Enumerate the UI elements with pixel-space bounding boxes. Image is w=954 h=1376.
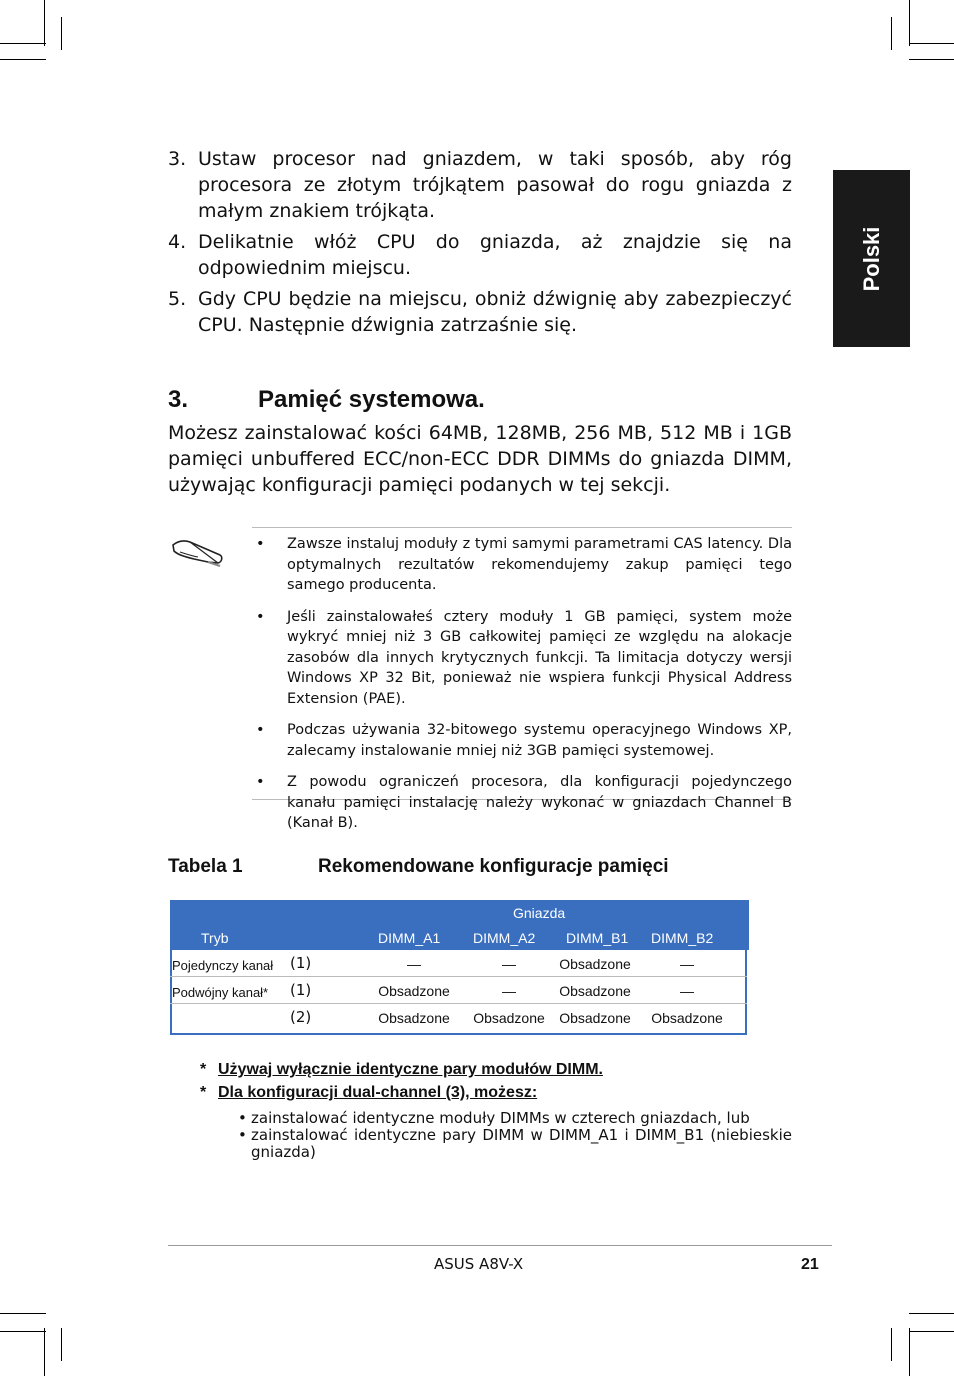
step-text: Delikatnie włóż CPU do gniazda, aż znajdzie się na odpowiednim miejscu. — [198, 231, 792, 279]
bullet: • — [238, 1109, 247, 1127]
table-cell: — — [502, 983, 516, 999]
footnote-marker: * — [200, 1061, 207, 1078]
table-row — [170, 950, 747, 977]
note-item — [252, 720, 792, 761]
section-intro: Możesz zainstalować kości 64MB, 128MB, 256 MB, 512 MB i 1GB pamięci unbuffered ECC/non-ECC DDR DIMMs do gniazda DIMM, używając konfiguracji pamięci podanych w tej sekcji. — [168, 422, 792, 496]
crop-mark — [891, 1328, 892, 1361]
bullet: • — [256, 722, 265, 738]
bullet: • — [256, 608, 265, 625]
crop-mark — [909, 0, 910, 46]
table-cell: Obsadzone — [559, 1010, 631, 1026]
crop-mark — [909, 1331, 954, 1332]
table-row — [170, 977, 747, 1004]
step-number: 4. — [168, 231, 187, 253]
note-item — [252, 772, 792, 834]
footnote-text: Używaj wyłącznie identyczne pary modułów DIMM. — [218, 1061, 603, 1078]
table-cell: Obsadzone — [473, 1010, 545, 1026]
table-caption — [168, 856, 669, 878]
row-mode: Podwójny kanał* — [172, 985, 269, 1000]
footnote-text: Dla konfiguracji dual-channel (3), możesz: — [218, 1084, 538, 1101]
bullet: • — [256, 536, 265, 552]
header-column: DIMM_B2 — [651, 930, 714, 946]
page-number: 21 — [801, 1256, 819, 1273]
crop-mark — [891, 17, 892, 50]
table-cell: Obsadzone — [378, 983, 450, 999]
header-column: DIMM_A1 — [378, 930, 441, 946]
footer-model: ASUS A8V-X — [434, 1255, 524, 1273]
crop-mark — [909, 1328, 910, 1376]
table-row — [170, 1004, 747, 1030]
crop-mark — [0, 43, 46, 44]
note-item — [252, 534, 792, 596]
note-item — [252, 607, 792, 710]
table-cell: — — [680, 956, 694, 972]
row-config: (2) — [290, 1008, 312, 1026]
note-text: Z powodu ograniczeń procesora, dla konfiguracji pojedynczego kanału pamięci instalację należy wykonać w gniazdach Channel B (Kanał B). — [287, 774, 792, 831]
header-column: DIMM_A2 — [473, 930, 536, 946]
note-text: Jeśli zainstalowałeś cztery moduły 1 GB pamięci, system może wykryć mniej niż 3 GB całkowitej pamięci ze względu na alokacje zasobów dla innych krytycznych funkcji. Ta limitacja dotyczy wersji Windows XP 32 Bit, ponieważ nie wspiera funkcji Physical Address Extension (PAE). — [287, 608, 792, 707]
table-number: Tabela 1 — [168, 856, 243, 877]
step-item — [168, 146, 792, 224]
table-title: Rekomendowane konfiguracje pamięci — [318, 856, 669, 877]
table-cell: Obsadzone — [559, 983, 631, 999]
table-cell: — — [407, 956, 421, 972]
step-number: 5. — [168, 288, 187, 310]
crop-mark — [44, 0, 45, 46]
footnote — [200, 1081, 792, 1104]
header-group: Gniazda — [513, 905, 566, 921]
row-config: (1) — [290, 954, 312, 972]
table-cell: Obsadzone — [378, 1010, 450, 1026]
step-text: Gdy CPU będzie na miejscu, obniż dźwignię aby zabezpieczyć CPU. Następnie dźwignia zatrzaśnie się. — [198, 288, 792, 336]
language-tab-label: Polski — [858, 226, 884, 291]
note-text: Podczas używania 32-bitowego systemu operacyjnego Windows XP, zalecamy instalowanie mniej niż 3GB pamięci systemowej. — [287, 722, 792, 759]
crop-mark — [0, 1331, 46, 1332]
step-number: 3. — [168, 148, 187, 170]
step-item — [168, 229, 792, 281]
table-cell: Obsadzone — [651, 1010, 723, 1026]
step-text: Ustaw procesor nad gniazdem, w taki sposób, aby róg procesora ze złotym trójkątem pasował do rogu gniazda z małym znakiem trójkąta. — [198, 148, 792, 222]
table-cell: — — [502, 956, 516, 972]
footnote-sub-item — [200, 1110, 792, 1127]
row-mode: Pojedynczy kanał — [172, 958, 274, 973]
header-column: DIMM_B1 — [566, 930, 629, 946]
footnote-sub-text: zainstalować identyczne moduły DIMMs w czterech gniazdach, lub — [251, 1109, 750, 1127]
footnote — [200, 1058, 792, 1081]
header-mode: Tryb — [201, 930, 229, 946]
crop-mark — [909, 1313, 954, 1314]
crop-mark — [61, 1328, 62, 1361]
installation-steps — [168, 146, 792, 343]
bullet: • — [238, 1126, 247, 1144]
crop-mark — [61, 17, 62, 50]
step-item — [168, 286, 792, 338]
crop-mark — [0, 1313, 46, 1314]
bullet: • — [256, 774, 265, 790]
hand-pencil-icon — [170, 535, 226, 569]
table-cell: — — [680, 983, 694, 999]
footnote-sub-text: zainstalować identyczne pary DIMM w DIMM_A1 i DIMM_B1 (niebieskie gniazda) — [251, 1126, 792, 1161]
table-header — [170, 900, 749, 950]
footnote-sub-item — [200, 1127, 792, 1161]
language-tab — [833, 170, 910, 347]
section-number: 3. — [168, 386, 189, 413]
crop-mark — [0, 59, 46, 60]
table-cell: Obsadzone — [559, 956, 631, 972]
section-heading — [168, 386, 485, 414]
table-footnotes — [200, 1058, 792, 1161]
note-box — [252, 527, 792, 831]
footer-divider — [168, 1245, 832, 1246]
note-text: Zawsze instaluj moduły z tymi samymi parametrami CAS latency. Dla optymalnych rezultatów rekomendujemy zakup pamięci tego samego producenta. — [287, 536, 792, 593]
section-title: Pamięć systemowa. — [258, 386, 485, 413]
footnote-marker: * — [200, 1084, 207, 1101]
row-config: (1) — [290, 981, 312, 999]
crop-mark — [909, 43, 954, 44]
crop-mark — [909, 59, 954, 60]
crop-mark — [44, 1328, 45, 1376]
memory-config-table — [170, 900, 749, 1036]
